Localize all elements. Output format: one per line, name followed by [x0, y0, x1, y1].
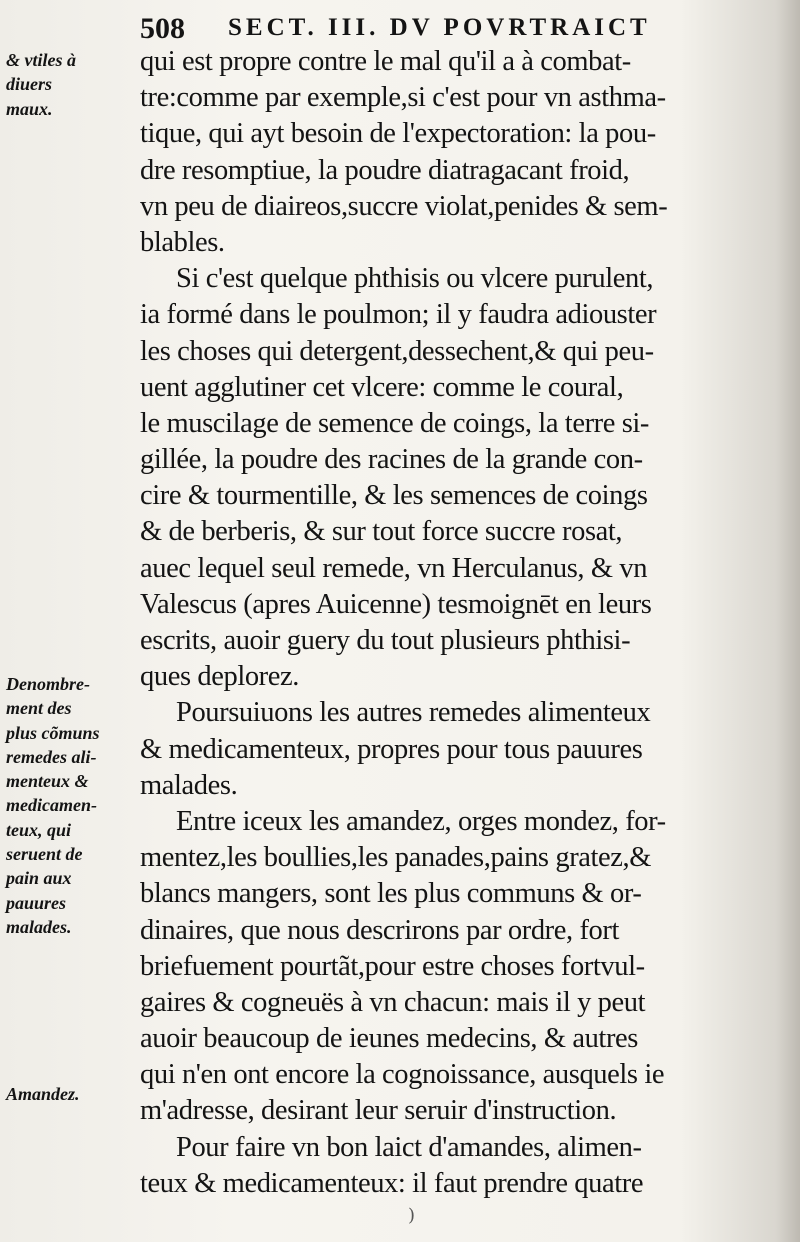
- margin-note-line: Denombre-: [6, 674, 90, 694]
- margin-note-line: plus cõmuns: [6, 722, 100, 743]
- margin-note-line: Amandez.: [6, 1084, 80, 1104]
- text-line: ia formé dans le poulmon; il y faudra adiouster: [140, 299, 657, 331]
- text-line: & medicamenteux, propres pour tous pauures: [140, 733, 643, 765]
- margin-note-3: [6, 1082, 134, 1106]
- margin-note-line: malades.: [6, 916, 72, 937]
- text-line: teux & medicamenteux: il faut prendre quatre: [140, 1167, 644, 1199]
- text-line: briefuement pourtãt,pour estre choses fortvul-: [140, 950, 645, 982]
- text-line: ques deplorez.: [140, 661, 299, 693]
- margin-note-line: maux.: [6, 98, 53, 119]
- margin-note-line: seruent de: [6, 844, 83, 865]
- text-line: dre resomptiue, la poudre diatragacant froid,: [140, 154, 630, 186]
- margin-note-line: diuers: [6, 74, 53, 95]
- text-line: qui est propre contre le mal qu'il a à combat-: [140, 46, 631, 77]
- margin-note-line: ment des: [6, 698, 72, 719]
- text-line: m'adresse, desirant leur seruir d'instruction.: [140, 1095, 617, 1127]
- text-line: Valescus (apres Auicenne) tesmoignēt en leurs: [140, 588, 652, 620]
- paragraph-start-line: Entre iceux les amandez, orges mondez, for-: [176, 805, 666, 837]
- text-line: le muscilage de semence de coings, la terre si-: [140, 407, 650, 439]
- text-line: uent agglutiner cet vlcere: comme le coural,: [140, 371, 624, 403]
- margin-note-1: [6, 48, 134, 121]
- margin-note-line: teux, qui: [6, 819, 72, 840]
- text-line: cire & tourmentille, & les semences de coings: [140, 480, 648, 512]
- footer-mark: ): [408, 1205, 416, 1226]
- margin-note-line: menteux &: [6, 771, 89, 792]
- page-number: 508: [140, 12, 185, 45]
- text-line: dinaires, que nous descrirons par ordre, fort: [140, 914, 620, 946]
- paragraph-start-line: Poursuiuons les autres remedes alimenteux: [176, 697, 651, 729]
- text-line: escrits, auoir guery du tout plusieurs phthisi-: [140, 625, 631, 656]
- text-line: gillée, la poudre des racines de la grande con-: [140, 444, 643, 476]
- margin-note-line: pauures: [6, 892, 67, 913]
- margin-note-line: remedes ali-: [6, 746, 97, 767]
- text-line: vn peu de diaireos,succre violat,penides & sem-: [140, 190, 668, 222]
- text-line: blancs mangers, sont les plus communs & or-: [140, 878, 642, 910]
- text-line: qui n'en ont encore la cognoissance, ausquels ie: [140, 1059, 665, 1091]
- margin-note-line: pain aux: [6, 868, 72, 889]
- text-line: tre:comme par exemple,si c'est pour vn asthma-: [140, 82, 666, 114]
- body-text: [140, 44, 740, 1202]
- text-line: gaires & cogneuës à vn chacun: mais il y peut: [140, 986, 646, 1018]
- margin-note-2: [6, 672, 134, 939]
- text-line: blables.: [140, 226, 225, 258]
- text-line: malades.: [140, 769, 238, 801]
- margin-note-line: medicamen-: [6, 795, 97, 816]
- text-line: les choses qui detergent,dessechent,& qui peu-: [140, 335, 654, 367]
- paragraph-start-line: Pour faire vn bon laict d'amandes, alimen-: [176, 1131, 642, 1163]
- text-line: mentez,les boullies,les panades,pains gratez,&: [140, 842, 652, 874]
- text-line: & de berberis, & sur tout force succre rosat,: [140, 516, 623, 548]
- margin-note-line: & vtiles à: [6, 50, 76, 70]
- running-head: SECT. III. DV POVRTRAICT: [228, 14, 651, 41]
- text-line: tique, qui ayt besoin de l'expectoration: la pou-: [140, 118, 656, 150]
- text-line: auoir beaucoup de ieunes medecins, & autres: [140, 1023, 638, 1055]
- text-line: auec lequel seul remede, vn Herculanus, & vn: [140, 552, 648, 584]
- paragraph-start-line: Si c'est quelque phthisis ou vlcere purulent,: [176, 263, 654, 295]
